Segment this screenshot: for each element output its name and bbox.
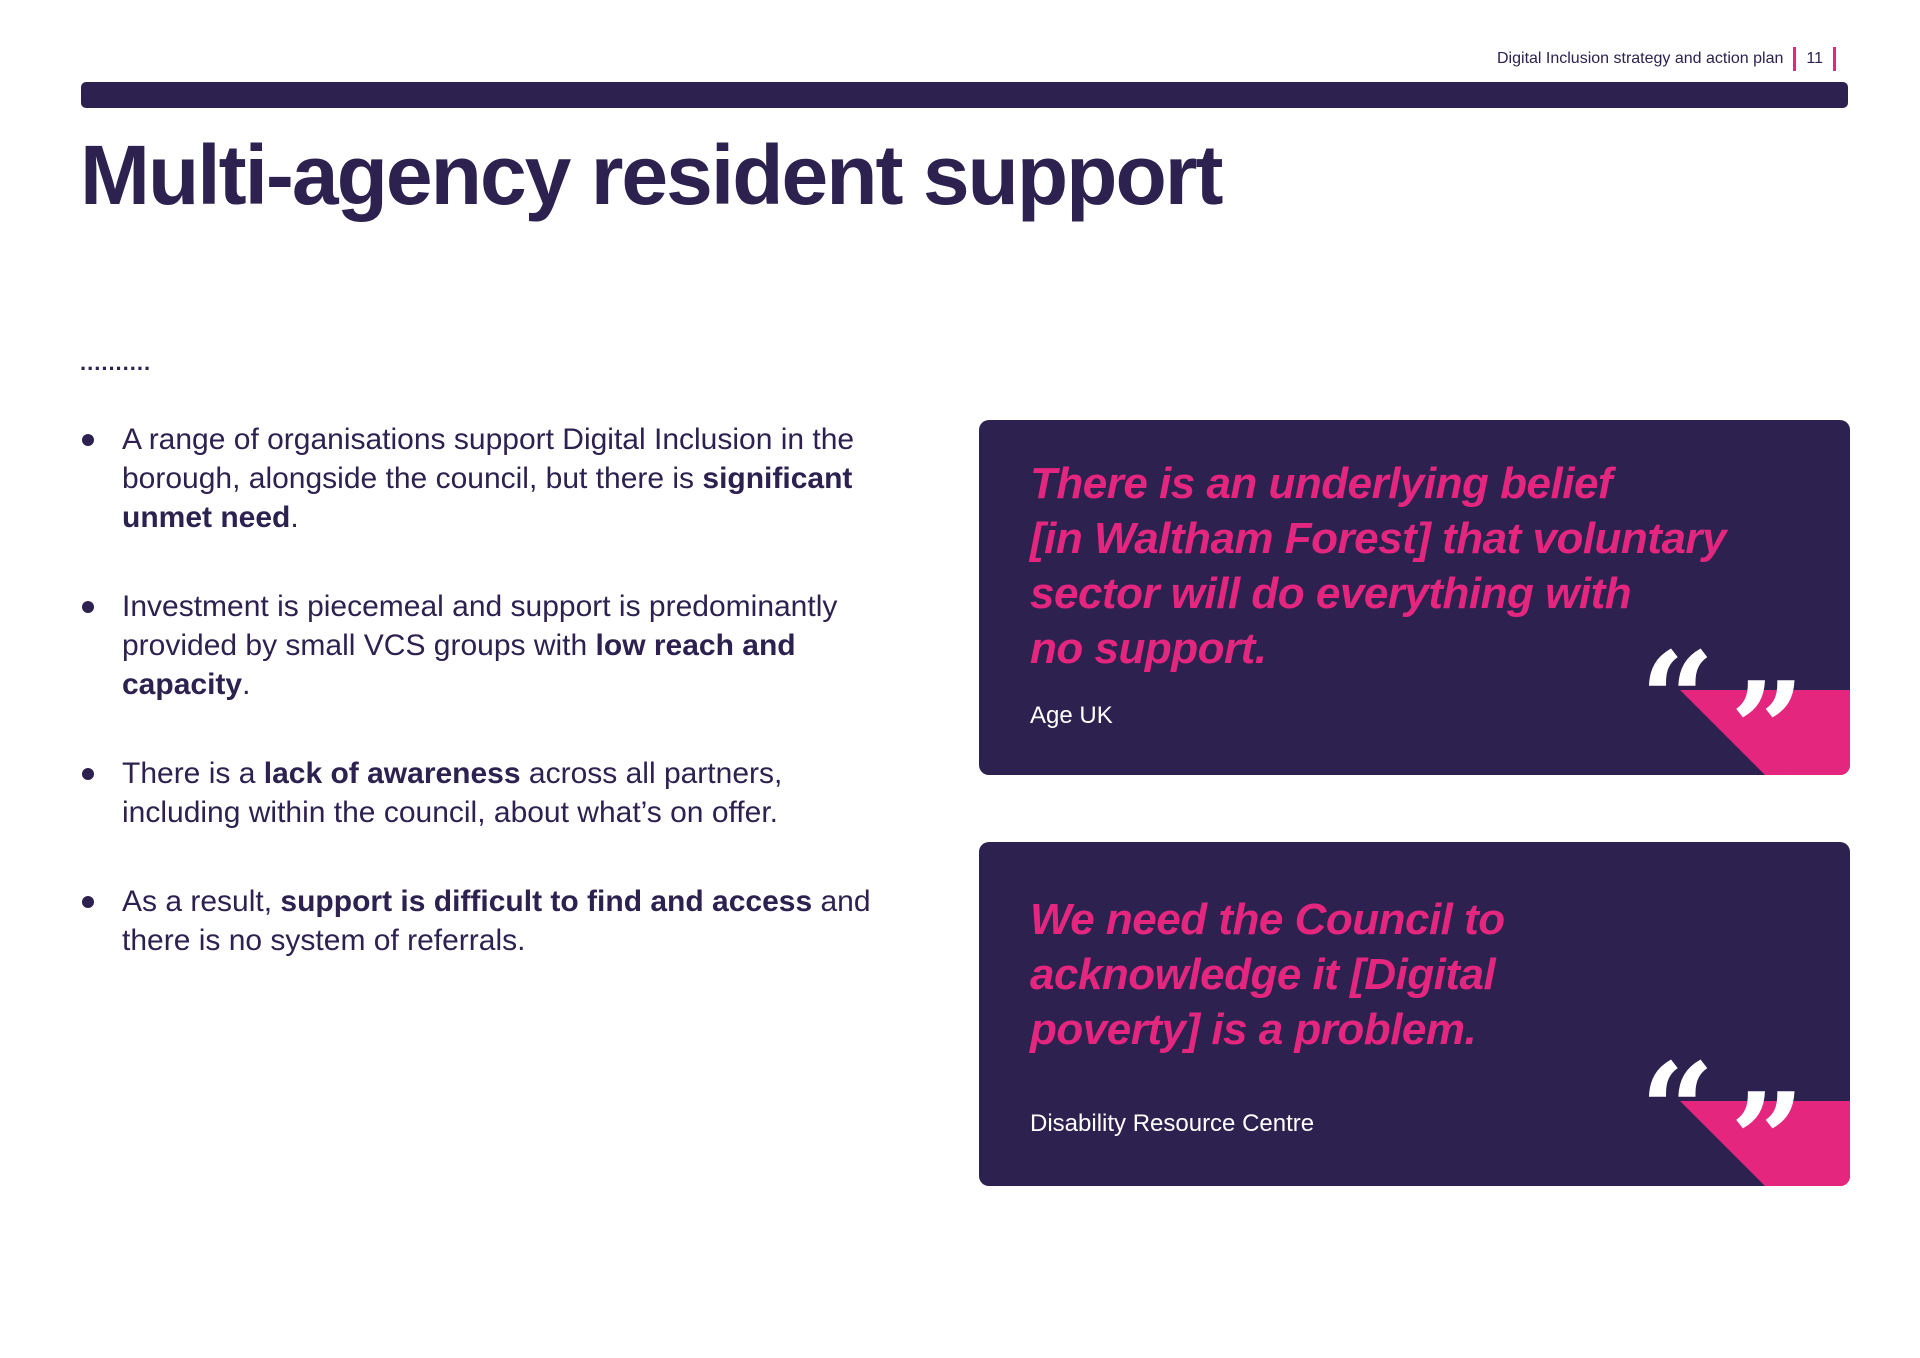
quote-line: no support. [1030,624,1267,673]
bullet-icon [82,768,94,780]
running-header [1497,47,1846,71]
svg-text:“: “ [1640,640,1715,775]
quote-text [1030,892,1505,1057]
header-divider-end [1833,47,1836,71]
bullet-emphasis: significant unmet need [122,462,853,534]
bullet-emphasis: lack of awareness [263,757,521,790]
quote-line: We need the Council to [1030,895,1505,944]
bullet-text-part: and there is no system of referrals. [122,885,871,957]
bullet-list [80,420,900,1010]
document-title: Digital Inclusion strategy and action plan [1497,50,1784,67]
quote-line: acknowledge it [Digital [1030,950,1496,999]
quote-line: poverty] is a problem. [1030,1005,1477,1054]
svg-text:“: “ [1640,1051,1715,1186]
page-title: Multi-agency resident support [80,128,1222,222]
quote-source: Age UK [1030,702,1113,729]
bullet-emphasis: low reach and capacity [122,629,796,701]
bullet-text-part: There is a [122,757,264,790]
quote-marks-icon [1620,640,1850,775]
bullet-item [80,587,900,704]
bullet-text-part: A range of organisations support Digital Inclusion in the borough, alongside the council, but there is [122,423,855,495]
quote-card-disability-resource-centre [979,842,1850,1186]
bullet-icon [82,601,94,613]
quote-line: sector will do everything with [1030,569,1632,618]
quote-line: There is an underlying belief [1030,459,1613,508]
bullet-text-part: across all partners, including within the council, about what’s on offer. [122,757,783,829]
quote-source: Disability Resource Centre [1030,1110,1315,1137]
bullet-item [80,754,900,832]
bullet-text-part: Investment is piecemeal and support is predominantly provided by small VCS groups with [122,590,838,662]
header-band [81,82,1848,108]
svg-text:”: ” [1730,653,1805,775]
bullet-item [80,420,900,537]
bullet-text-part: As a result, [122,885,281,918]
page-number: 11 [1806,50,1823,67]
bullet-emphasis: support is difficult to find and access [280,885,813,918]
bullet-icon [82,896,94,908]
quote-marks-icon [1620,1051,1850,1186]
bullet-item [80,882,900,960]
svg-text:”: ” [1730,1064,1805,1186]
bullet-icon [82,434,94,446]
divider-dots: .......... [80,350,152,375]
quote-card-age-uk [979,420,1850,775]
bullet-text-part: . [290,501,299,534]
header-divider [1793,47,1796,71]
bullet-text-part: . [242,668,251,701]
quote-line: [in Waltham Forest] that voluntary [1030,514,1727,563]
